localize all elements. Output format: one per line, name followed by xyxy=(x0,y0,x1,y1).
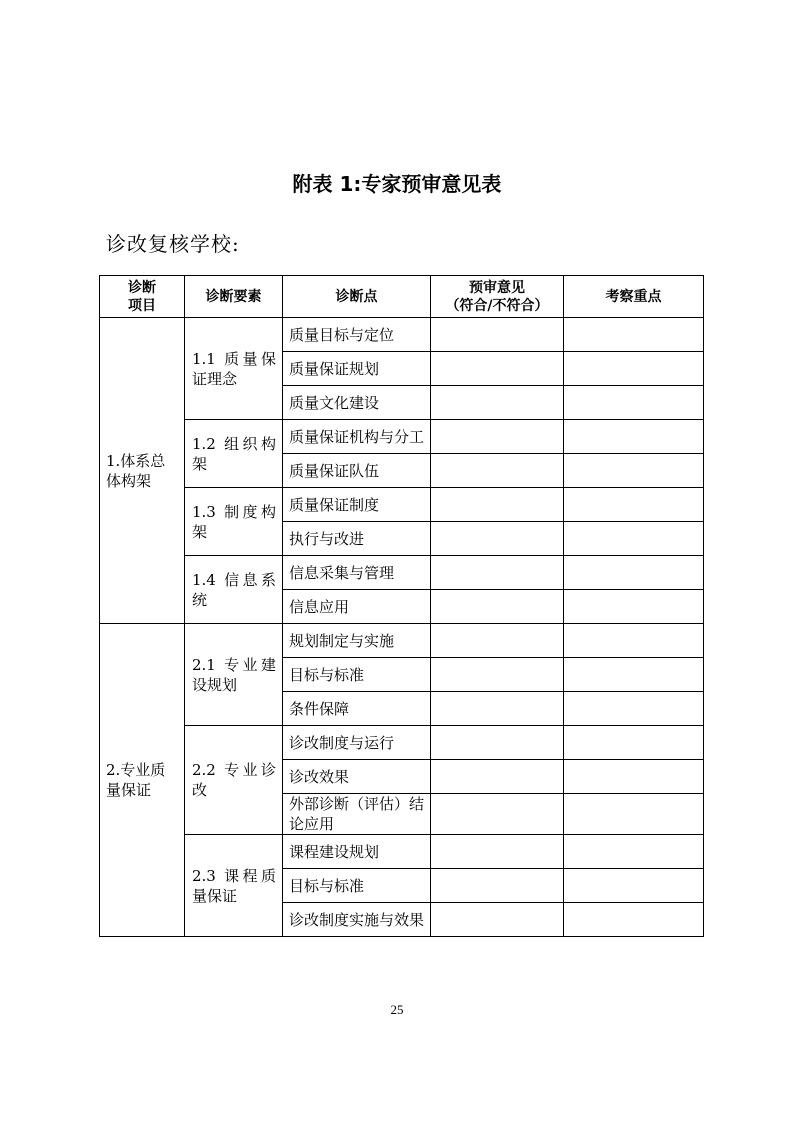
focus-cell[interactable] xyxy=(564,488,704,522)
header-item xyxy=(100,276,185,318)
diagnosis-point: 课程建设规划 xyxy=(283,835,431,869)
diagnosis-point: 质量目标与定位 xyxy=(283,318,431,352)
opinion-cell[interactable] xyxy=(431,318,564,352)
focus-cell[interactable] xyxy=(564,760,704,794)
opinion-cell[interactable] xyxy=(431,624,564,658)
focus-cell[interactable] xyxy=(564,522,704,556)
focus-cell[interactable] xyxy=(564,556,704,590)
diagnosis-point: 规划制定与实施 xyxy=(283,624,431,658)
focus-cell[interactable] xyxy=(564,318,704,352)
opinion-cell[interactable] xyxy=(431,760,564,794)
opinion-cell[interactable] xyxy=(431,386,564,420)
diagnosis-element: 2.2 专业诊改 xyxy=(185,726,283,835)
focus-cell[interactable] xyxy=(564,420,704,454)
focus-cell[interactable] xyxy=(564,903,704,937)
focus-cell[interactable] xyxy=(564,624,704,658)
diagnosis-point: 信息采集与管理 xyxy=(283,556,431,590)
diagnosis-element: 1.2 组织构架 xyxy=(185,420,283,488)
focus-cell[interactable] xyxy=(564,726,704,760)
table-row xyxy=(100,318,704,352)
opinion-cell[interactable] xyxy=(431,420,564,454)
diagnosis-item: 1.体系总体构架 xyxy=(100,318,185,624)
diagnosis-point: 外部诊断（评估）结论应用 xyxy=(283,794,431,835)
focus-cell[interactable] xyxy=(564,658,704,692)
diagnosis-point: 执行与改进 xyxy=(283,522,431,556)
diagnosis-point: 目标与标准 xyxy=(283,869,431,903)
header-opinion-line1: 预审意见 xyxy=(469,279,525,296)
diagnosis-point: 质量保证制度 xyxy=(283,488,431,522)
diagnosis-point: 质量保证队伍 xyxy=(283,454,431,488)
diagnosis-element: 2.1 专业建设规划 xyxy=(185,624,283,726)
opinion-cell[interactable] xyxy=(431,658,564,692)
opinion-cell[interactable] xyxy=(431,590,564,624)
opinion-cell[interactable] xyxy=(431,869,564,903)
header-item-line2: 项目 xyxy=(128,297,156,314)
diagnosis-point: 条件保障 xyxy=(283,692,431,726)
header-element: 诊断要素 xyxy=(185,276,283,318)
header-opinion xyxy=(431,276,564,318)
diagnosis-element: 1.4 信息系统 xyxy=(185,556,283,624)
header-item-line1: 诊断 xyxy=(128,279,156,296)
opinion-cell[interactable] xyxy=(431,556,564,590)
opinion-cell[interactable] xyxy=(431,726,564,760)
diagnosis-point: 信息应用 xyxy=(283,590,431,624)
header-opinion-line2: （符合/不符合） xyxy=(445,297,549,314)
diagnosis-point: 目标与标准 xyxy=(283,658,431,692)
table-row xyxy=(100,420,704,454)
focus-cell[interactable] xyxy=(564,386,704,420)
diagnosis-point: 质量文化建设 xyxy=(283,386,431,420)
diagnosis-point: 诊改效果 xyxy=(283,760,431,794)
table-row xyxy=(100,835,704,869)
focus-cell[interactable] xyxy=(564,794,704,835)
header-focus: 考察重点 xyxy=(564,276,704,318)
school-label: 诊改复核学校: xyxy=(106,232,240,256)
focus-cell[interactable] xyxy=(564,454,704,488)
table-row xyxy=(100,624,704,658)
opinion-cell[interactable] xyxy=(431,794,564,835)
opinion-cell[interactable] xyxy=(431,903,564,937)
opinion-cell[interactable] xyxy=(431,454,564,488)
review-table xyxy=(99,275,704,937)
focus-cell[interactable] xyxy=(564,352,704,386)
opinion-cell[interactable] xyxy=(431,835,564,869)
table-header-row xyxy=(100,276,704,318)
table-row xyxy=(100,556,704,590)
page-title: 附表 1:专家预审意见表 xyxy=(292,172,502,196)
diagnosis-item: 2.专业质量保证 xyxy=(100,624,185,937)
diagnosis-point: 诊改制度与运行 xyxy=(283,726,431,760)
diagnosis-point: 诊改制度实施与效果 xyxy=(283,903,431,937)
table-row xyxy=(100,726,704,760)
opinion-cell[interactable] xyxy=(431,522,564,556)
header-point: 诊断点 xyxy=(283,276,431,318)
diagnosis-element: 2.3 课程质量保证 xyxy=(185,835,283,937)
diagnosis-element: 1.1 质量保证理念 xyxy=(185,318,283,420)
diagnosis-point: 质量保证机构与分工 xyxy=(283,420,431,454)
diagnosis-point: 质量保证规划 xyxy=(283,352,431,386)
focus-cell[interactable] xyxy=(564,590,704,624)
focus-cell[interactable] xyxy=(564,835,704,869)
diagnosis-element: 1.3 制度构架 xyxy=(185,488,283,556)
opinion-cell[interactable] xyxy=(431,352,564,386)
focus-cell[interactable] xyxy=(564,692,704,726)
page-number: 25 xyxy=(390,1002,404,1017)
focus-cell[interactable] xyxy=(564,869,704,903)
opinion-cell[interactable] xyxy=(431,488,564,522)
opinion-cell[interactable] xyxy=(431,692,564,726)
table-row xyxy=(100,488,704,522)
